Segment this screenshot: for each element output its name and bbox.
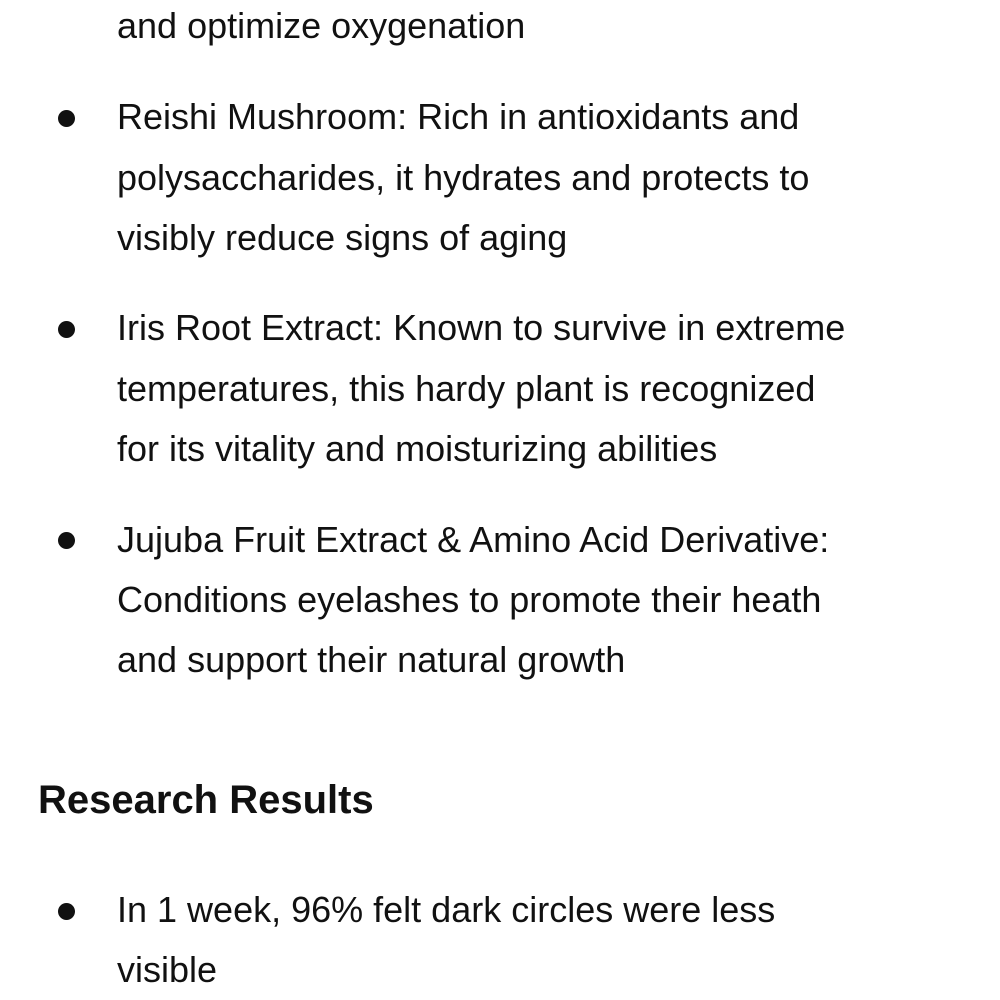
ingredient-text-line: Jujuba Fruit Extract & Amino Acid Derivative: xyxy=(117,519,830,560)
bullet-icon xyxy=(58,110,75,127)
ingredient-text-line: and support their natural growth xyxy=(117,639,626,680)
ingredient-text-line: Reishi Mushroom: Rich in antioxidants and xyxy=(117,96,800,137)
ingredient-text-line: Iris Root Extract: Known to survive in extreme xyxy=(117,307,846,348)
ingredient-text-line: and optimize oxygenation xyxy=(117,5,526,46)
ingredient-text-line: visibly reduce signs of aging xyxy=(117,217,568,258)
research-text-line: visible xyxy=(117,949,218,990)
bullet-icon xyxy=(58,321,75,338)
bullet-icon xyxy=(58,903,75,920)
ingredient-text-line: for its vitality and moisturizing abilities xyxy=(117,428,718,469)
bullet-icon xyxy=(58,532,75,549)
ingredient-text-line: temperatures, this hardy plant is recognized xyxy=(117,368,816,409)
ingredient-text-line: Conditions eyelashes to promote their heath xyxy=(117,579,822,620)
research-text-line: In 1 week, 96% felt dark circles were less xyxy=(117,889,776,930)
research-results-heading: Research Results xyxy=(38,778,374,822)
ingredient-text-line: polysaccharides, it hydrates and protects to xyxy=(117,157,810,198)
